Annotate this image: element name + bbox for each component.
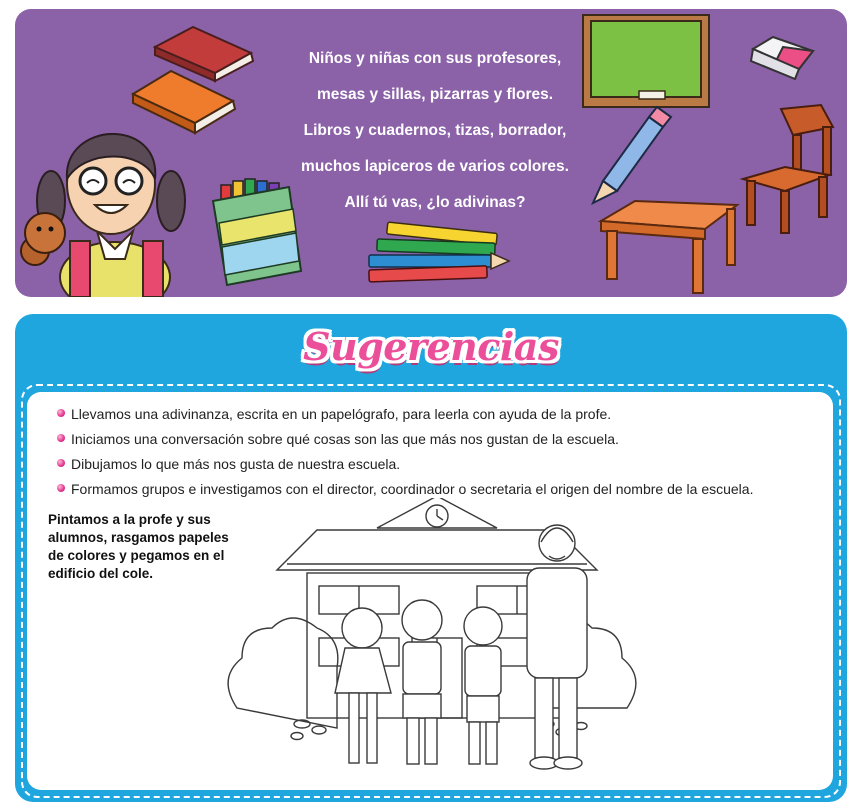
list-item-text: Formamos grupos e investigamos con el director, coordinador o secretaria el origen del nombre de la escuela. — [71, 481, 754, 497]
sugerencias-title: Sugerencias — [303, 324, 559, 369]
suggestions-card — [27, 392, 833, 790]
activity-instructions: Pintamos a la profe y sus alumnos, rasgamos papeles de colores y pegamos en el edificio del cole. — [48, 512, 229, 581]
list-item-text: Llevamos una adivinanza, escrita en un papelógrafo, para leerla con ayuda de la profe. — [71, 406, 612, 422]
list-item-text: Dibujamos lo que más nos gusta de nuestra escuela. — [71, 456, 401, 472]
bullet-icon — [57, 484, 65, 492]
riddle-line: mesas y sillas, pizarras y flores. — [316, 86, 554, 103]
bullet-icon — [57, 409, 65, 417]
chair-icon — [743, 105, 833, 233]
eraser-icon — [751, 37, 813, 79]
riddle-line: muchos lapiceros de varios colores. — [301, 158, 569, 175]
riddle-text — [270, 41, 600, 221]
school-coloring-page-icon — [207, 498, 647, 788]
girl-with-teddy-icon — [21, 134, 185, 297]
desk-icon — [601, 201, 737, 293]
riddle-panel — [15, 9, 847, 297]
pencil-icon — [593, 107, 671, 203]
riddle-line: Allí tú vas, ¿lo adivinas? — [344, 194, 526, 211]
suggestions-list — [57, 405, 753, 505]
colored-pencils-icon — [369, 222, 509, 282]
bullet-icon — [57, 459, 65, 467]
riddle-line: Libros y cuadernos, tizas, borrador, — [303, 122, 567, 139]
list-item-text: Iniciamos una conversación sobre qué cosas son las que más nos gustan de la escuela. — [71, 431, 619, 447]
list-item — [57, 405, 753, 430]
bullet-icon — [57, 434, 65, 442]
chalkboard-icon — [583, 15, 709, 107]
sugerencias-panel — [15, 314, 847, 802]
list-item — [57, 455, 753, 480]
riddle-line: Niños y niñas con sus profesores, — [308, 50, 562, 67]
list-item — [57, 430, 753, 455]
orange-book-icon — [133, 71, 235, 133]
